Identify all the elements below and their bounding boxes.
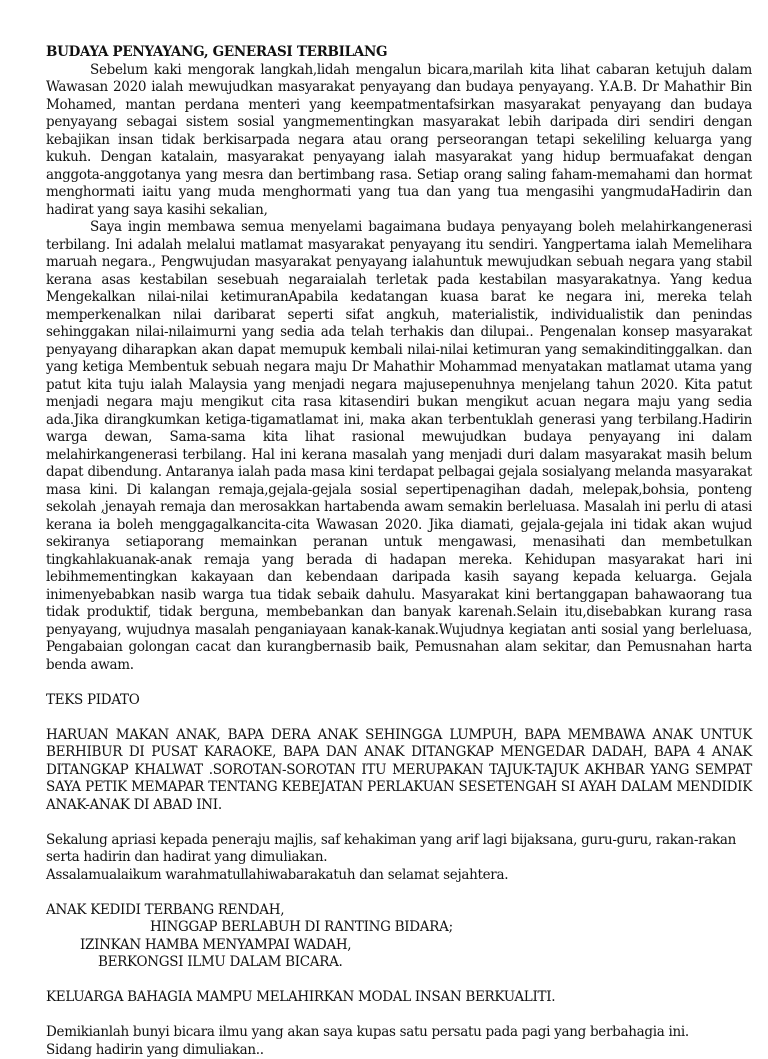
teks-pidato-heading: TEKS PIDATO bbox=[46, 692, 752, 710]
closing-line-1: Demikianlah bunyi bicara ilmu yang akan saya kupas satu persatu pada pagi yang berbahagia ini. bbox=[46, 1024, 752, 1042]
spacer bbox=[46, 884, 752, 902]
document-title: BUDAYA PENYAYANG, GENERASI TERBILANG bbox=[46, 44, 752, 62]
motto-line: KELUARGA BAHAGIA MAMPU MELAHIRKAN MODAL INSAN BERKUALITI. bbox=[46, 989, 752, 1007]
paragraph-body: Saya ingin membawa semua menyelami bagaimana budaya penyayang boleh melahirkangenerasi terbilang. Ini adalah melalui matlamat masyarakat penyayang itu sendiri. Yangpertama ialah Memelihara maruah negara., Pengwujudan masyarakat penyayang ialahuntuk mewujudkan sebuah negara yang stabil kerana asas kestabilan sesebuah negaraialah terletak pada kestabilan masyarakatnya. Yang kedua Mengekalkan nilai-nilai ketimuranApabila kedatangan kuasa barat ke negara ini, mereka telah memperkenalkan nilai daribarat seperti sifat angkuh, materialistik, individualistik dan penindas sehinggakan nilai-nilaimurni yang sedia ada telah terhakis dan dilupai.. Pengenalan konsep masyarakat penyayang diharapkan akan dapat memupuk kembali nilai-nilai ketimuran yang semakinditinggalkan. dan yang ketiga Membentuk sebuah negara maju Dr Mahathir Mohammad menyatakan matlamat utama yang patut kita tuju ialah Malaysia yang menjadi negara majusepenuhnya menjelang tahun 2020. Kita patut menjadi negara maju mengikut cita rasa kitasendiri bukan mengikut acuan negara maju yang sedia ada.Jika dirangkumkan ketiga-tigamatlamat ini, maka akan terbentuklah generasi yang terbilang.Hadirin warga dewan, Sama-sama kita lihat rasional mewujudkan budaya penyayang ini dalam melahirkangenerasi terbilang. Hal ini kerana masalah yang menjadi duri dalam masyarakat masih belum dapat dibendung. Antaranya ialah pada masa kini terdapat pelbagai gejala sosialyang melanda masyarakat masa kini. Di kalangan remaja,gejala-gejala sosial sepertipenagihan dadah, melepak,bohsia, ponteng sekolah ,jenayah remaja dan merosakkan hartabenda awam semakin berleluasa. Masalah ini perlu di atasi kerana ia boleh menggagalkancita-cita Wawasan 2020. Jika diamati, gejala-gejala ini tidak akan wujud sekiranya setiaporang memainkan peranan untuk mengawasi, menasihati dan membetulkan tingkahlakuanak-anak remaja yang berada di hadapan mereka. Kehidupan masyarakat hari ini lebihmementingkan kakayaan dan kebendaan daripada kasih sayang kepada keluarga. Gejala inimenyebabkan nasib warga tua tidak sebaik dahulu. Masyarakat kini bertanggapan bahawaorang tua tidak produktif, tidak berguna, membebankan dan banyak karenah.Selain itu,disebabkan kurang rasa penyayang, wujudnya masalah penganiayaan kanak-kanak.Wujudnya kegiatan anti sosial yang berleluasa, Pengabaian golongan cacat dan kurangbernasib baik, Pemusnahan alam sekitar, dan Pemusnahan harta benda awam. bbox=[46, 219, 752, 674]
spacer bbox=[46, 1007, 752, 1025]
spacer bbox=[46, 674, 752, 692]
closing-line-2: Sidang hadirin yang dimuliakan.. bbox=[46, 1042, 752, 1059]
headlines-paragraph: HARUAN MAKAN ANAK, BAPA DERA ANAK SEHINGGA LUMPUH, BAPA MEMBAWA ANAK UNTUK BERHIBUR DI PUSAT KARAOKE, BAPA DAN ANAK DITANGKAP MENGEDAR DADAH, BAPA 4 ANAK DITANGKAP KHALWAT .SOROTAN-SOROTAN ITU MERUPAKAN TAJUK-TAJUK AKHBAR YANG SEMPAT SAYA PETIK MEMAPAR TENTANG KEBEJATAN PERLAKUAN SESETENGAH SI AYAH DALAM MENDIDIK ANAK-ANAK DI ABAD INI. bbox=[46, 727, 752, 815]
spacer bbox=[46, 814, 752, 832]
pantun-line-3: IZINKAN HAMBA MENYAMPAI WADAH, bbox=[46, 937, 752, 955]
pantun-line-4: BERKONGSI ILMU DALAM BICARA. bbox=[46, 954, 752, 972]
paragraph-intro: Sebelum kaki mengorak langkah,lidah mengalun bicara,marilah kita lihat cabaran ketujuh dalam Wawasan 2020 ialah mewujudkan masyarakat penyayang dan budaya penyayang. Y.A.B. Dr Mahathir Bin Mohamed, mantan perdana menteri yang keempatmentafsirkan masyarakat penyayang dan budaya penyayang sebagai sistem sosial yangmementingkan masyarakat lebih daripada diri sendiri dengan kebajikan insan tidak berkisarpada negara atau orang perseorangan tetapi sekeliling keluarga yang kukuh. Dengan katalain, masyarakat penyayang ialah masyarakat yang hidup bermuafakat dengan anggota-anggotanya yang mesra dan bertimbang rasa. Setiap orang saling faham-memahami dan hormat menghormati iaitu yang muda menghormati yang tua dan yang tua mengasihi yangmudaHadirin dan hadirat yang saya kasihi sekalian, bbox=[46, 62, 752, 220]
salam-line: Assalamualaikum warahmatullahiwabarakatuh dan selamat sejahtera. bbox=[46, 867, 752, 885]
spacer bbox=[46, 972, 752, 990]
pantun-line-1: ANAK KEDIDI TERBANG RENDAH, bbox=[46, 902, 752, 920]
greeting-paragraph: Sekalung apriasi kepada peneraju majlis, saf kehakiman yang arif lagi bijaksana, guru-guru, rakan-rakan serta hadirin dan hadirat yang dimuliakan. bbox=[46, 832, 752, 867]
pantun-line-2: HINGGAP BERLABUH DI RANTING BIDARA; bbox=[46, 919, 752, 937]
spacer bbox=[46, 709, 752, 727]
pantun bbox=[46, 902, 752, 972]
